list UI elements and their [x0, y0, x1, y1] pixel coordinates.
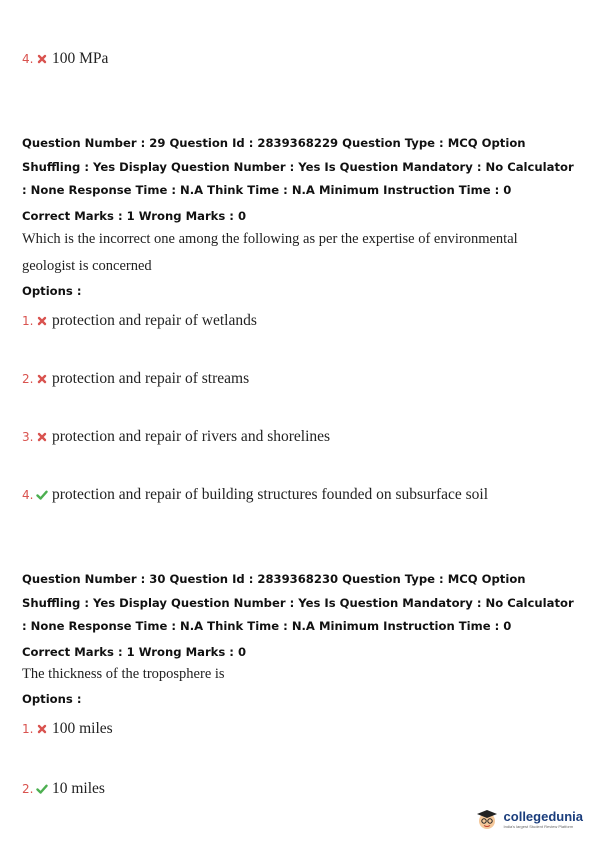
cross-icon: [36, 53, 48, 65]
option-text: 10 miles: [52, 780, 105, 797]
option-row: [22, 486, 488, 504]
option-number: 1.: [22, 722, 34, 736]
option-row: [22, 312, 257, 330]
option-number: 2.: [22, 782, 34, 796]
question-text-line: geologist is concerned: [22, 258, 152, 274]
option-number: 4.: [22, 488, 34, 502]
option-text: 100 MPa: [52, 50, 109, 67]
option-number: 1.: [22, 314, 34, 328]
question-text: The thickness of the troposphere is: [22, 666, 225, 682]
option-number: 3.: [22, 430, 34, 444]
question-meta: Question Number : 29 Question Id : 2839368229 Question Type : MCQ Option Shuffling : Yes Display Question Number : Yes Is Question Mandatory : No Calculator : None Response Time : N.A Think Time : N.A Minimum Instruction Time : 0: [22, 136, 574, 197]
question-marks: Correct Marks : 1 Wrong Marks : 0: [22, 645, 247, 659]
option-number: 2.: [22, 372, 34, 386]
logo-tagline: India's largest Student Review Platform: [503, 823, 574, 829]
option-row: [22, 780, 105, 798]
cross-icon: [36, 373, 48, 385]
collegedunia-logo: [474, 806, 583, 832]
cross-icon: [36, 315, 48, 327]
question-meta: Question Number : 30 Question Id : 2839368230 Question Type : MCQ Option Shuffling : Yes Display Question Number : Yes Is Question Mandatory : No Calculator : None Response Time : N.A Think Time : N.A Minimum Instruction Time : 0: [22, 572, 574, 633]
check-icon: [36, 489, 48, 501]
options-label: Options :: [22, 284, 82, 298]
option-text: 100 miles: [52, 720, 113, 737]
option-text: protection and repair of building structures founded on subsurface soil: [52, 486, 489, 503]
option-row: [22, 50, 108, 68]
cross-icon: [36, 723, 48, 735]
cross-icon: [36, 431, 48, 443]
question-text-line: Which is the incorrect one among the following as per the expertise of environmental: [22, 231, 518, 247]
option-text: protection and repair of wetlands: [52, 312, 257, 329]
logo-name: collegedunia: [503, 808, 583, 824]
option-number: 4.: [22, 52, 34, 66]
option-row: [22, 370, 249, 388]
graduate-mascot-icon: [474, 806, 500, 832]
question-text: [22, 226, 542, 280]
question-marks: Correct Marks : 1 Wrong Marks : 0: [22, 209, 247, 223]
option-row: [22, 720, 113, 738]
option-row: [22, 428, 330, 446]
check-icon: [36, 783, 48, 795]
option-text: protection and repair of rivers and shorelines: [52, 428, 331, 445]
option-text: protection and repair of streams: [52, 370, 250, 387]
options-label: Options :: [22, 692, 82, 706]
